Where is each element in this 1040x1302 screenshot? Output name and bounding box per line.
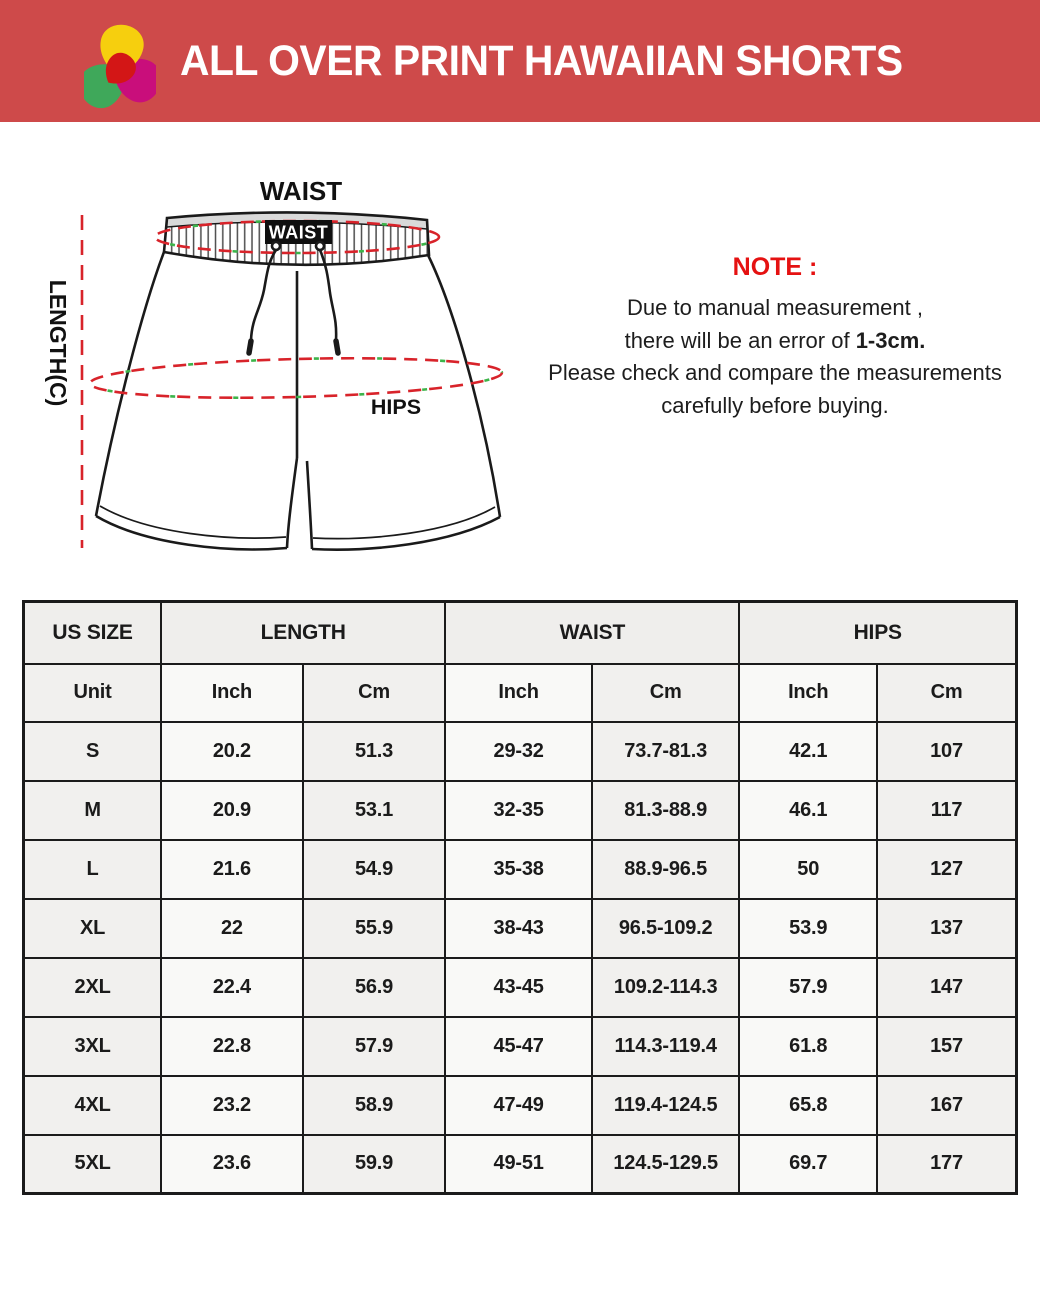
unit-waist-inch: Inch	[445, 664, 592, 722]
length-label: LENGTH(C)	[45, 279, 71, 407]
note-line-2	[535, 325, 1015, 358]
waist-cm-cell: 96.5-109.2	[592, 899, 740, 958]
hips-cm-cell: 137	[877, 899, 1016, 958]
waist-inch-cell: 49-51	[445, 1135, 592, 1194]
length-inch-cell: 20.9	[161, 781, 303, 840]
unit-length-cm: Cm	[303, 664, 446, 722]
unit-waist-cm: Cm	[592, 664, 740, 722]
waist-cm-cell: 88.9-96.5	[592, 840, 740, 899]
table-row-5xl	[24, 1135, 1017, 1194]
waist-inch-cell: 32-35	[445, 781, 592, 840]
length-inch-cell: 22.4	[161, 958, 303, 1017]
length-inch-cell: 21.6	[161, 840, 303, 899]
col-group-waist: WAIST	[445, 602, 739, 664]
hips-cm-cell: 147	[877, 958, 1016, 1017]
col-group-hips: HIPS	[739, 602, 1016, 664]
size-cell: XL	[24, 899, 162, 958]
hips-cm-cell: 127	[877, 840, 1016, 899]
length-inch-cell: 22.8	[161, 1017, 303, 1076]
hips-inch-cell: 50	[739, 840, 877, 899]
note-line-2-text: there will be an error of	[624, 327, 856, 353]
table-group-header-row	[24, 602, 1017, 664]
table-row-s	[24, 722, 1017, 781]
length-cm-cell: 54.9	[303, 840, 446, 899]
unit-hips-inch: Inch	[739, 664, 877, 722]
waist-inch-cell: 35-38	[445, 840, 592, 899]
waist-cm-cell: 124.5-129.5	[592, 1135, 740, 1194]
hips-cm-cell: 167	[877, 1076, 1016, 1135]
length-cm-cell: 59.9	[303, 1135, 446, 1194]
size-cell: 2XL	[24, 958, 162, 1017]
table-row-m	[24, 781, 1017, 840]
hips-cm-cell: 157	[877, 1017, 1016, 1076]
hips-inch-cell: 65.8	[739, 1076, 877, 1135]
length-cm-cell: 56.9	[303, 958, 446, 1017]
shorts-outline	[96, 252, 500, 550]
length-cm-cell: 53.1	[303, 781, 446, 840]
size-chart-table	[22, 600, 1018, 1195]
waist-top-label: WAIST	[259, 176, 343, 206]
hips-inch-cell: 57.9	[739, 958, 877, 1017]
waist-inch-cell: 47-49	[445, 1076, 592, 1135]
length-inch-cell: 23.6	[161, 1135, 303, 1194]
page-title: ALL OVER PRINT HAWAIIAN SHORTS	[180, 36, 903, 85]
hips-inch-cell: 42.1	[739, 722, 877, 781]
size-table-container	[22, 600, 1018, 1195]
waist-inch-cell: 38-43	[445, 899, 592, 958]
length-cm-cell: 57.9	[303, 1017, 446, 1076]
note-line-2-bold: 1-3cm.	[855, 327, 926, 353]
table-row-4xl	[24, 1076, 1017, 1135]
table-row-3xl	[24, 1017, 1017, 1076]
hips-inch-cell: 53.9	[739, 899, 877, 958]
shorts-measurement-diagram	[30, 160, 550, 580]
waist-cm-cell: 114.3-119.4	[592, 1017, 740, 1076]
waist-badge	[265, 220, 332, 244]
hips-cm-cell: 107	[877, 722, 1016, 781]
hips-inch-cell: 61.8	[739, 1017, 877, 1076]
note-line-4: carefully before buying.	[661, 392, 889, 418]
size-cell: S	[24, 722, 162, 781]
size-cell: 5XL	[24, 1135, 162, 1194]
hips-inch-cell: 46.1	[739, 781, 877, 840]
length-inch-cell: 22	[161, 899, 303, 958]
length-inch-cell: 23.2	[161, 1076, 303, 1135]
hips-label: HIPS	[370, 395, 422, 419]
table-row-2xl	[24, 958, 1017, 1017]
unit-hips-cm: Cm	[877, 664, 1016, 722]
note-line-3: Please check and compare the measurements	[548, 360, 1002, 385]
table-row-l	[24, 840, 1017, 899]
hips-cm-cell: 177	[877, 1135, 1016, 1194]
waist-inch-cell: 29-32	[445, 722, 592, 781]
hips-inch-cell: 69.7	[739, 1135, 877, 1194]
waist-cm-cell: 109.2-114.3	[592, 958, 740, 1017]
header-banner	[0, 0, 1040, 122]
note-block	[535, 253, 1015, 422]
length-cm-cell: 51.3	[303, 722, 446, 781]
note-line-1: Due to manual measurement ,	[627, 295, 923, 320]
size-cell: M	[24, 781, 162, 840]
brand-logo-icon	[84, 24, 156, 114]
size-cell: 3XL	[24, 1017, 162, 1076]
table-row-xl	[24, 899, 1017, 958]
table-unit-row	[24, 664, 1017, 722]
waist-inch-cell: 43-45	[445, 958, 592, 1017]
unit-length-inch: Inch	[161, 664, 303, 722]
waist-badge-label: WAIST	[268, 222, 329, 243]
size-cell: L	[24, 840, 162, 899]
waist-cm-cell: 73.7-81.3	[592, 722, 740, 781]
unit-header: Unit	[24, 664, 162, 722]
waist-cm-cell: 119.4-124.5	[592, 1076, 740, 1135]
length-inch-cell: 20.2	[161, 722, 303, 781]
col-group-length: LENGTH	[161, 602, 445, 664]
length-cm-cell: 55.9	[303, 899, 446, 958]
hips-cm-cell: 117	[877, 781, 1016, 840]
col-group-us-size: US SIZE	[24, 602, 162, 664]
length-cm-cell: 58.9	[303, 1076, 446, 1135]
note-heading: NOTE :	[732, 253, 818, 281]
waist-inch-cell: 45-47	[445, 1017, 592, 1076]
size-cell: 4XL	[24, 1076, 162, 1135]
waist-cm-cell: 81.3-88.9	[592, 781, 740, 840]
